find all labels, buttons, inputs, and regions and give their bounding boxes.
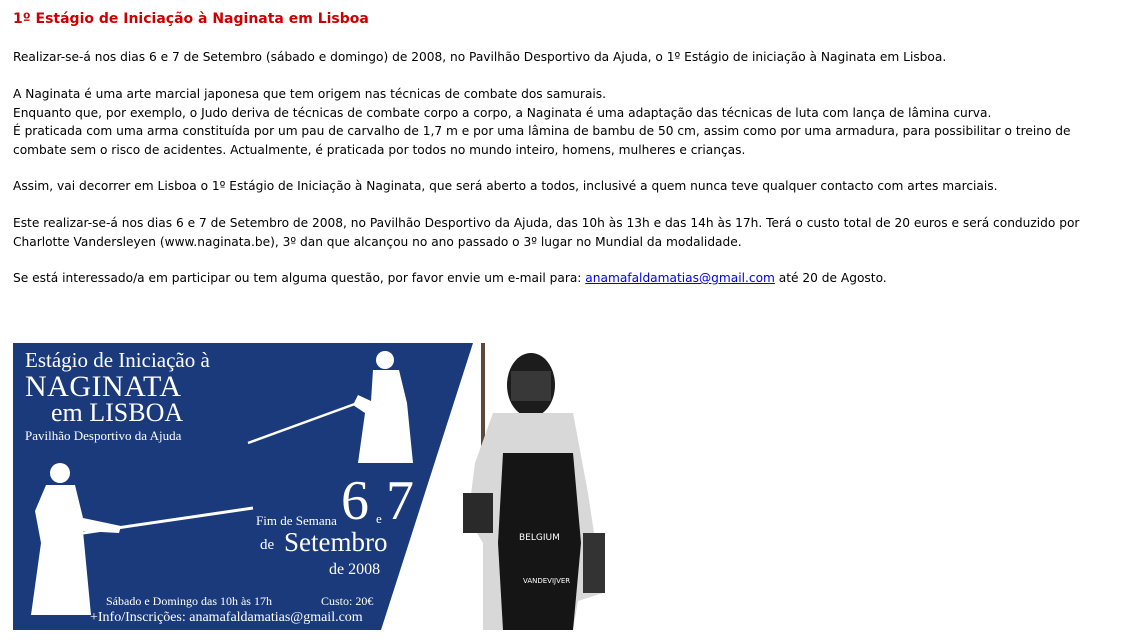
poster-and: e [376,511,382,526]
email-link[interactable]: anamafaldamatias@gmail.com [585,271,775,285]
paragraph-contact [13,269,1118,288]
about-line-1: A Naginata é uma arte marcial japonesa que tem origem nas técnicas de combate dos samurais. [13,87,607,101]
poster-weekend: Fim de Semana [256,513,337,528]
poster-year: de 2008 [329,561,381,578]
about-line-2: Enquanto que, por exemplo, o Judo deriva de técnicas de combate corpo a corpo, a Naginata é uma adaptação das técnicas de luta com lança de lâmina curva. [13,105,992,120]
poster-de: de [260,537,275,553]
poster-lisboa: em LISBOA [51,398,184,427]
poster-day-7: 7 [386,470,414,532]
details-line-2: Charlotte Vandersleyen (www.naginata.be), 3º dan que alcançou no ano passado o 3º lugar no Mundial da modalidade. [13,234,742,249]
paragraph-about [13,85,1118,159]
event-poster [13,343,631,630]
poster-day-6: 6 [341,470,369,532]
details-line-1: Este realizar-se-á nos dias 6 e 7 de Setembro de 2008, no Pavilhão Desportivo da Ajuda, das 10h às 13h e das 14h às 17h. Terá o custo total de 20 euros e será conduzido por [13,216,1080,230]
contact-text: Se está interessado/a em participar ou tem alguma questão, por favor envie um e-mail para: [13,271,586,285]
poster-schedule: Sábado e Domingo das 10h às 17h [106,594,272,608]
poster-month: Setembro [284,527,388,557]
shirt-name: VANDEVIJVER [523,577,571,585]
about-line-4: combate sem o risco de acidentes. Actualmente, é praticada por todos no mundo inteiro, homens, mulheres e crianças. [13,142,746,157]
poster-line-1: Estágio de Iniciação à [25,348,210,372]
about-line-3: É praticada com uma arma constituída por um pau de carvalho de 1,7 m e por uma lâmina de bambu de 50 cm, assim como por uma armadura, para possibilitar o treino de [13,124,1071,138]
poster-naginata: NAGINATA [25,370,182,403]
poster-info: +Info/Inscrições: anamafaldamatias@gmail.com [90,610,363,625]
paragraph-details [13,214,1118,251]
shirt-country: BELGIUM [519,533,560,543]
kendoka-photo [463,343,605,630]
poster-cost: Custo: 20€ [321,594,374,608]
paragraph-event: Assim, vai decorrer em Lisboa o 1º Estágio de Iniciação à Naginata, que será aberto a todos, inclusivé a quem nunca teve qualquer contacto com artes marciais. [13,179,998,193]
article-title: 1º Estágio de Iniciação à Naginata em Lisboa [13,11,369,27]
contact-deadline: até 20 de Agosto. [774,271,887,285]
paragraph-intro: Realizar-se-á nos dias 6 e 7 de Setembro (sábado e domingo) de 2008, no Pavilhão Desportivo da Ajuda, o 1º Estágio de iniciação à Naginata em Lisboa. [13,50,947,64]
poster-venue: Pavilhão Desportivo da Ajuda [25,428,182,443]
